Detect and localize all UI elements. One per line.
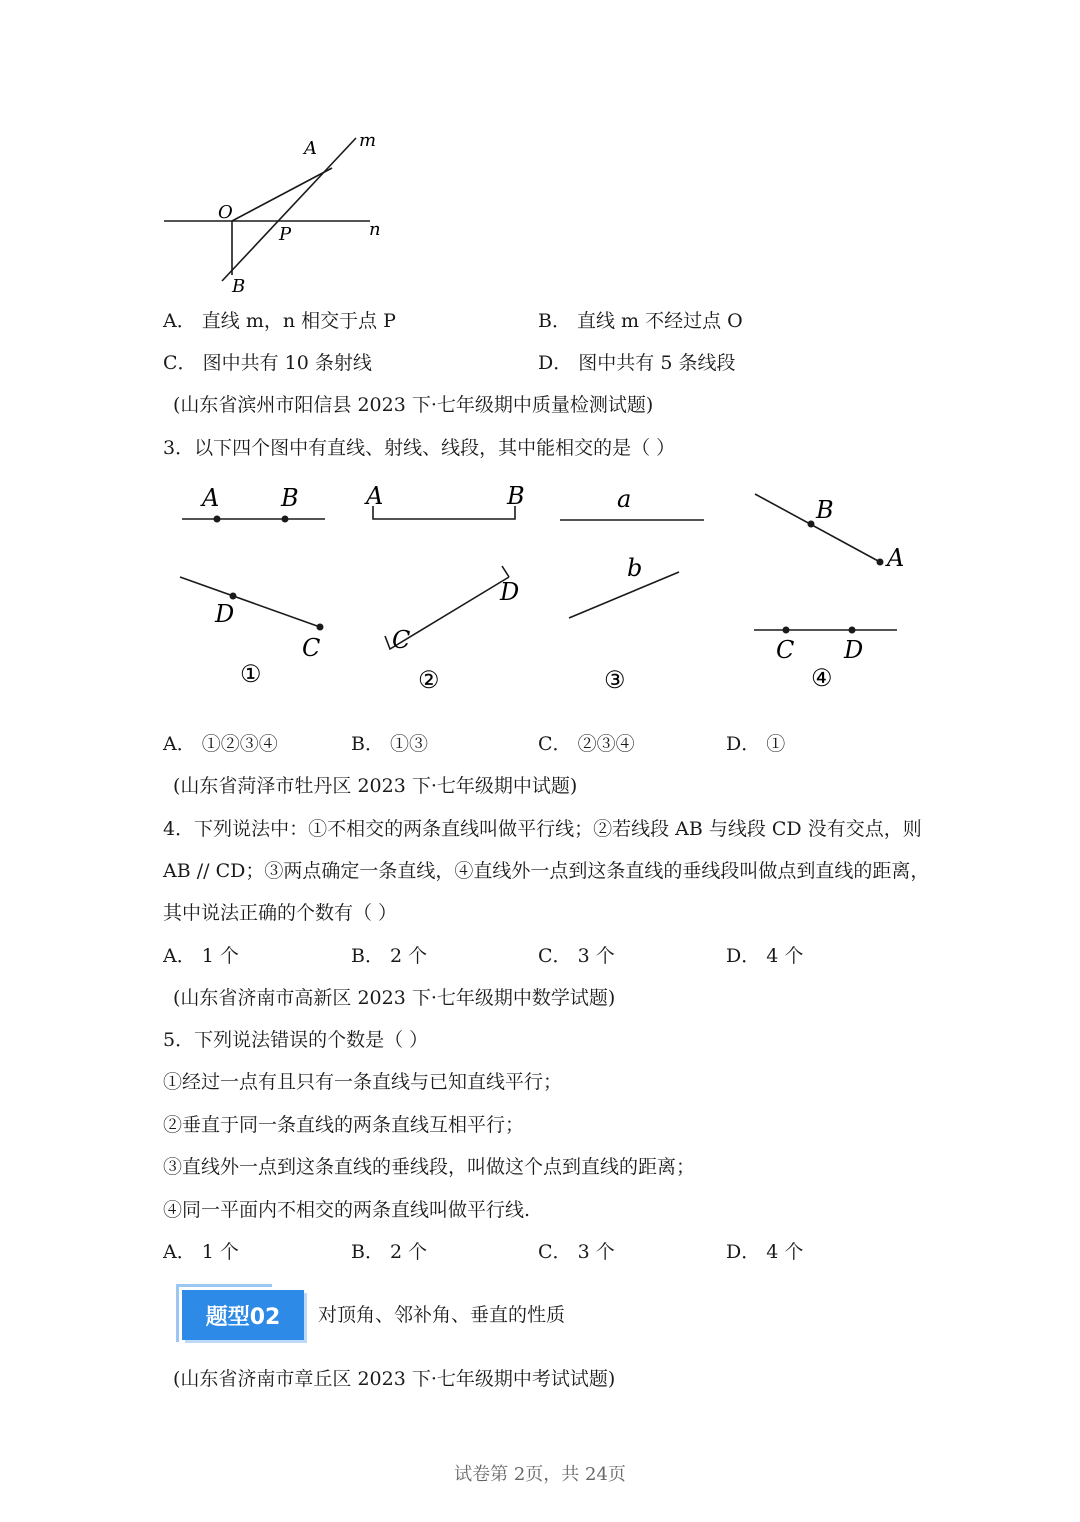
q2-option-b — [538, 309, 743, 333]
label-B: B — [232, 276, 246, 297]
f2-number: ② — [418, 666, 440, 694]
q3-source: (山东省滨州市阳信县 2023 下·七年级期中质量检测试题) — [173, 394, 654, 416]
figure-lines-m-n — [150, 128, 410, 298]
q5-item-2: ②垂直于同一条直线的两条直线互相平行； — [163, 1114, 525, 1136]
f3-label-b: b — [627, 554, 643, 582]
f1-number: ① — [240, 660, 262, 688]
f3-number: ③ — [604, 666, 626, 694]
label-m: m — [359, 130, 377, 151]
line-m — [222, 138, 356, 281]
option-text: ①②③④ — [201, 733, 278, 755]
q5-item-4: ④同一平面内不相交的两条直线叫做平行线. — [163, 1199, 531, 1221]
segment-OA — [232, 168, 332, 221]
q5-option-d — [726, 1240, 803, 1264]
f1-label-C: C — [302, 634, 321, 662]
option-text: 直线 m，n 相交于点 P — [201, 310, 396, 332]
option-letter: D． — [726, 733, 761, 755]
option-text: 直线 m 不经过点 O — [577, 310, 743, 332]
label-P: P — [279, 224, 292, 245]
q4-option-c — [538, 944, 615, 968]
q5-option-b — [351, 1240, 427, 1264]
option-letter: D． — [538, 352, 573, 374]
q3-option-b — [351, 732, 428, 756]
f2-label-B: B — [507, 482, 525, 510]
f3-label-a: a — [617, 485, 632, 513]
option-text: 4 个 — [766, 945, 804, 967]
q5-stem: 5．下列说法错误的个数是（ ） — [163, 1029, 429, 1051]
q3-stem: 3．以下四个图中有直线、射线、线段，其中能相交的是（ ） — [163, 437, 676, 459]
option-letter: C． — [538, 733, 572, 755]
q4-option-b — [351, 944, 427, 968]
option-letter: D． — [726, 1241, 761, 1263]
f4-label-D: D — [844, 636, 864, 664]
option-letter: B． — [351, 1241, 384, 1263]
option-letter: A． — [163, 310, 196, 332]
option-letter: B． — [351, 945, 384, 967]
option-text: 图中共有 5 条线段 — [578, 352, 736, 374]
f4-label-A: A — [887, 544, 905, 572]
figure-four-diagrams — [160, 476, 920, 706]
option-letter: A． — [163, 733, 196, 755]
f4-label-C: C — [776, 636, 795, 664]
q5-source: (山东省济南市高新区 2023 下·七年级期中数学试题) — [173, 987, 616, 1009]
q3-option-d — [726, 732, 785, 756]
option-text: 3 个 — [577, 1241, 615, 1263]
option-letter: C． — [163, 352, 197, 374]
option-letter: C． — [538, 945, 572, 967]
q2-option-a — [163, 309, 396, 333]
option-text: 图中共有 10 条射线 — [202, 352, 372, 374]
f2-label-A: A — [366, 482, 384, 510]
f4-label-B: B — [816, 496, 834, 524]
section-title: 对顶角、邻补角、垂直的性质 — [318, 1304, 566, 1326]
option-letter: A． — [163, 1241, 196, 1263]
q2-option-d — [538, 351, 735, 375]
label-n: n — [369, 219, 381, 240]
option-text: 2 个 — [390, 945, 428, 967]
q5-option-c — [538, 1240, 615, 1264]
q4-option-d — [726, 944, 803, 968]
q4-option-a — [163, 944, 239, 968]
q5-option-a — [163, 1240, 239, 1264]
f1-label-A: A — [202, 484, 220, 512]
q3-option-c — [538, 732, 635, 756]
f2-label-D: D — [500, 578, 520, 606]
option-text: 1 个 — [201, 945, 239, 967]
q3-option-a — [163, 732, 278, 756]
option-text: ②③④ — [577, 733, 635, 755]
option-text: 2 个 — [390, 1241, 428, 1263]
option-text: 4 个 — [766, 1241, 804, 1263]
q4-source: (山东省菏泽市牡丹区 2023 下·七年级期中试题) — [173, 775, 578, 797]
section-badge-label: 题型02 — [182, 1290, 304, 1340]
f1-label-B: B — [281, 484, 299, 512]
option-text: 3 个 — [577, 945, 615, 967]
option-text: ① — [766, 733, 786, 755]
option-text: 1 个 — [201, 1241, 239, 1263]
q4-stem-line-1: 4．下列说法中：①不相交的两条直线叫做平行线；②若线段 AB 与线段 CD 没有交点，则 — [163, 818, 922, 840]
option-letter: D． — [726, 945, 761, 967]
option-letter: B． — [538, 310, 571, 332]
label-O: O — [218, 202, 233, 223]
q5-item-3: ③直线外一点到这条直线的垂线段，叫做这个点到直线的距离； — [163, 1156, 696, 1178]
option-letter: B． — [351, 733, 384, 755]
option-letter: A． — [163, 945, 196, 967]
label-A: A — [304, 138, 317, 159]
page-footer: 试卷第 2页，共 24页 — [454, 1464, 626, 1485]
section-badge — [176, 1284, 306, 1344]
f4-number: ④ — [811, 664, 833, 692]
q4-stem-line-2: AB // CD；③两点确定一条直线，④直线外一点到这条直线的垂线段叫做点到直线的距离， — [163, 860, 930, 882]
q4-stem-line-3: 其中说法正确的个数有（ ） — [163, 902, 398, 924]
option-text: ①③ — [390, 733, 429, 755]
q2-option-c — [163, 351, 372, 375]
f2-label-C: C — [392, 626, 411, 654]
section-source: (山东省济南市章丘区 2023 下·七年级期中考试试题) — [173, 1368, 616, 1390]
q5-item-1: ①经过一点有且只有一条直线与已知直线平行； — [163, 1071, 563, 1093]
option-letter: C． — [538, 1241, 572, 1263]
f1-label-D: D — [215, 600, 235, 628]
